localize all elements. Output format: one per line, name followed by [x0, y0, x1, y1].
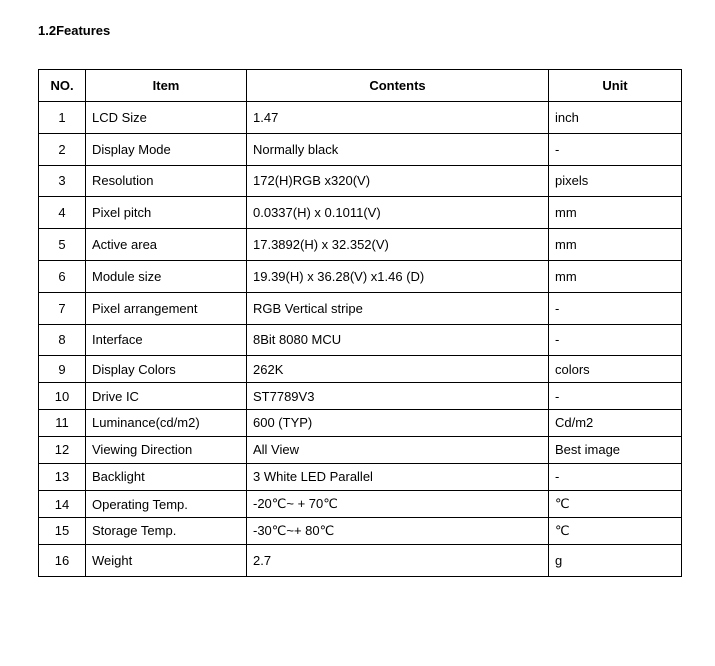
header-item: Item	[86, 70, 247, 102]
cell-item: Active area	[86, 229, 247, 261]
cell-contents: RGB Vertical stripe	[247, 292, 549, 324]
table-row	[39, 229, 682, 261]
cell-unit: -	[549, 463, 682, 491]
cell-contents: 8Bit 8080 MCU	[247, 324, 549, 356]
section-title-text: Features	[56, 23, 111, 38]
table-row	[39, 260, 682, 292]
cell-item: Module size	[86, 260, 247, 292]
cell-item: Display Mode	[86, 133, 247, 165]
cell-unit: -	[549, 383, 682, 410]
cell-unit: -	[549, 324, 682, 356]
header-contents: Contents	[247, 70, 549, 102]
cell-item: Operating Temp.	[86, 491, 247, 518]
cell-unit: ℃	[549, 491, 682, 518]
table-row	[39, 292, 682, 324]
cell-item: Drive IC	[86, 383, 247, 410]
features-table	[38, 69, 682, 577]
cell-unit: Cd/m2	[549, 409, 682, 436]
cell-contents: 1.47	[247, 102, 549, 134]
cell-item: Viewing Direction	[86, 436, 247, 463]
cell-contents: 600 (TYP)	[247, 409, 549, 436]
section-number: 1.2	[38, 23, 57, 38]
table-row	[39, 133, 682, 165]
cell-contents: -30℃~+ 80℃	[247, 517, 549, 544]
cell-contents: All View	[247, 436, 549, 463]
cell-no: 10	[39, 383, 86, 410]
table-header-row	[39, 70, 682, 102]
cell-unit: colors	[549, 356, 682, 383]
cell-no: 8	[39, 324, 86, 356]
cell-unit: g	[549, 544, 682, 576]
header-unit: Unit	[549, 70, 682, 102]
cell-no: 2	[39, 133, 86, 165]
cell-item: Storage Temp.	[86, 517, 247, 544]
cell-contents: 172(H)RGB x320(V)	[247, 165, 549, 197]
table-row	[39, 491, 682, 518]
cell-no: 9	[39, 356, 86, 383]
cell-contents: 2.7	[247, 544, 549, 576]
cell-unit: ℃	[549, 517, 682, 544]
cell-unit: -	[549, 133, 682, 165]
cell-contents: 262K	[247, 356, 549, 383]
cell-contents: Normally black	[247, 133, 549, 165]
cell-no: 12	[39, 436, 86, 463]
cell-contents: 17.3892(H) x 32.352(V)	[247, 229, 549, 261]
cell-unit: -	[549, 292, 682, 324]
cell-unit: mm	[549, 260, 682, 292]
cell-item: Interface	[86, 324, 247, 356]
cell-no: 16	[39, 544, 86, 576]
table-row	[39, 102, 682, 134]
cell-contents: 0.0337(H) x 0.1011(V)	[247, 197, 549, 229]
cell-unit: mm	[549, 229, 682, 261]
cell-unit: mm	[549, 197, 682, 229]
table-row	[39, 197, 682, 229]
table-row	[39, 356, 682, 383]
cell-item: Resolution	[86, 165, 247, 197]
cell-item: Pixel pitch	[86, 197, 247, 229]
cell-no: 1	[39, 102, 86, 134]
cell-no: 7	[39, 292, 86, 324]
cell-no: 6	[39, 260, 86, 292]
cell-no: 11	[39, 409, 86, 436]
cell-no: 14	[39, 491, 86, 518]
cell-item: Weight	[86, 544, 247, 576]
cell-item: Pixel arrangement	[86, 292, 247, 324]
cell-contents: -20℃~ + 70℃	[247, 491, 549, 518]
table-row	[39, 517, 682, 544]
cell-no: 15	[39, 517, 86, 544]
cell-contents: 19.39(H) x 36.28(V) x1.46 (D)	[247, 260, 549, 292]
cell-unit: Best image	[549, 436, 682, 463]
cell-unit: inch	[549, 102, 682, 134]
cell-item: Luminance(cd/m2)	[86, 409, 247, 436]
cell-contents: 3 White LED Parallel	[247, 463, 549, 491]
table-row	[39, 165, 682, 197]
cell-item: LCD Size	[86, 102, 247, 134]
header-no: NO.	[39, 70, 86, 102]
table-row	[39, 409, 682, 436]
table-row	[39, 544, 682, 576]
cell-no: 13	[39, 463, 86, 491]
table-row	[39, 436, 682, 463]
cell-no: 3	[39, 165, 86, 197]
table-row	[39, 324, 682, 356]
section-heading	[38, 23, 110, 38]
cell-no: 5	[39, 229, 86, 261]
cell-contents: ST7789V3	[247, 383, 549, 410]
table-row	[39, 383, 682, 410]
cell-item: Backlight	[86, 463, 247, 491]
cell-unit: pixels	[549, 165, 682, 197]
table-row	[39, 463, 682, 491]
cell-item: Display Colors	[86, 356, 247, 383]
cell-no: 4	[39, 197, 86, 229]
